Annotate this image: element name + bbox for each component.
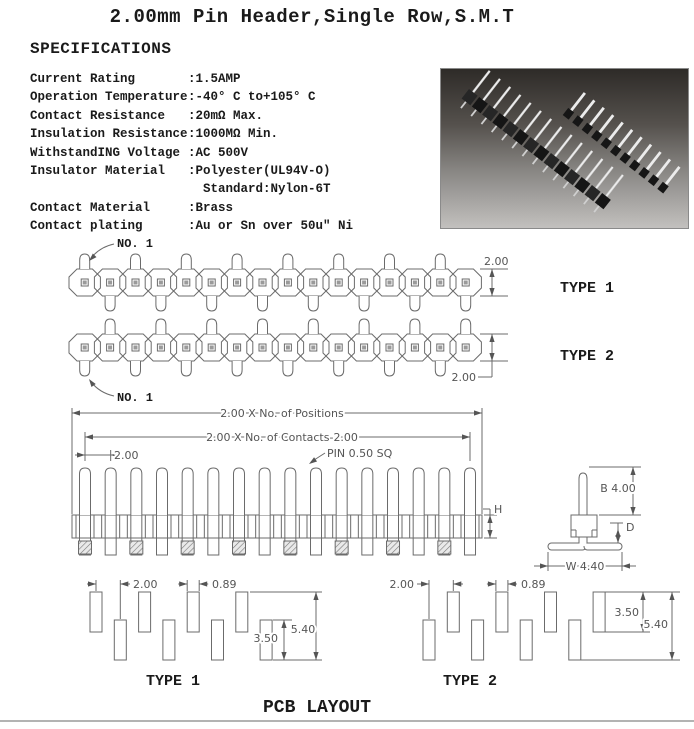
dim-b: B 4.00 [600,482,636,495]
spec-value: :AC 500V [188,145,249,160]
drawing-path [80,468,91,515]
drawing-path [413,468,424,515]
drawing-path [283,361,293,376]
drawing-rect [423,620,435,660]
spec-value: :-40° C to+105° C [188,90,316,105]
dim-arrow [89,254,96,261]
contact-dot [438,281,442,285]
drawing-path [131,468,142,515]
contact-dot [261,346,265,350]
contact-dot [159,281,163,285]
drawing-rect [139,592,151,632]
drawing-path [359,319,369,334]
pcb-layout-heading: PCB LAYOUT [262,698,372,718]
page-title: 2.00mm Pin Header,Single Row,S.M.T [109,6,515,28]
drawing-path [156,319,166,334]
drawing-path [461,319,471,334]
spec-label: WithstandING Voltage [30,145,181,160]
contact-dot [362,281,366,285]
contact-dot [184,346,188,350]
drawing-path [131,254,141,269]
drawing-rect [311,538,322,555]
pcb2-dim-pad-width: 0.89 [521,578,546,591]
dim-arrow [540,563,548,568]
contact-dot [159,346,163,350]
drawing-rect [569,620,581,660]
contact-dot [311,281,315,285]
pcb2-dim-total-height: 5.40 [643,618,668,631]
type1-pin1-label: NO. 1 [117,237,154,251]
contact-dot [235,346,239,350]
drawing-path [461,296,471,311]
drawing-rect [212,620,224,660]
spec-label: Operation Temperature [30,90,188,105]
drawing-path [334,254,344,269]
drawing-rect [387,541,400,554]
dim-arrow [453,581,461,586]
drawing-rect [472,620,484,660]
spec-label: Contact Material [30,200,151,215]
contact-dot [362,346,366,350]
drawing-path [181,361,191,376]
drawing-rect [105,538,116,555]
page-bottom-rule [0,720,694,722]
drawing-rect [284,541,297,554]
contact-dot [337,346,341,350]
dim-arrow [508,581,516,586]
dim-arrow [199,581,207,586]
drawing-rect [181,541,194,554]
drawing-rect [187,592,199,632]
drawing-rect [584,543,622,550]
contact-dot [286,346,290,350]
contact-dot [134,281,138,285]
type1-pitch-dim: 2.00 [484,255,509,268]
dim-arrow [615,529,620,537]
drawing-path [308,296,318,311]
pcb2-dim-pad-height: 3.50 [614,606,639,619]
dim-arrow [669,592,674,600]
pcb-layout-type2-drawing [417,580,680,660]
drawing-path [259,468,270,515]
contact-dot [464,281,468,285]
drawing-path [465,468,476,515]
dim-arrow [85,434,93,439]
pcb1-dim-pad-width: 0.89 [212,578,237,591]
type2-pin1-label: NO. 1 [117,391,154,405]
dim-arrow [489,353,494,361]
dim-arrow [488,581,496,586]
dim-arrow [489,288,494,296]
drawing-path [385,254,395,269]
drawing-path [258,296,268,311]
dim-arrow [281,620,286,628]
dim-contacts: 2.00 X No. of Contacts-2.00 [206,431,358,444]
contact-dot [464,346,468,350]
drawing-rect [90,592,102,632]
contact-dot [261,281,265,285]
pcb2-type-label: TYPE 2 [442,673,498,690]
dim-height-h: H [494,503,503,516]
dim-arrow [489,334,494,342]
dim-arrow [88,581,96,586]
spec-label: Insulator Material [30,164,166,179]
dim-arrow [640,592,645,600]
dim-arrow [462,434,470,439]
contact-dot [210,281,214,285]
type2-label: TYPE 2 [560,348,615,365]
drawing-path [105,319,115,334]
spec-value: :Brass [188,200,234,215]
pcb1-dim-pitch: 2.00 [133,578,158,591]
drawing-rect [447,592,459,632]
drawing-path [283,254,293,269]
type2-top-view-drawing [69,319,508,396]
drawing-path [435,361,445,376]
dim-arrow [72,410,80,415]
contact-dot [388,281,392,285]
dim-arrow [120,581,128,586]
contact-dot [311,346,315,350]
foot-joint [580,540,587,546]
dim-arrow [421,581,429,586]
drawing-path [157,468,168,515]
dim-arrow [77,452,85,457]
dim-arrow [474,410,482,415]
spec-value: Standard:Nylon-6T [188,182,331,197]
drawing-rect [79,541,92,554]
dim-arrow [669,652,674,660]
drawing-rect [335,541,348,554]
drawing-rect [233,541,246,554]
drawing-rect [259,538,270,555]
dim-pitch: 2.00 [114,449,139,462]
drawing-rect [413,538,424,555]
drawing-path [410,296,420,311]
type1-label: TYPE 1 [560,280,615,297]
dim-arrow [313,652,318,660]
drawing-path [105,468,116,515]
drawing-path [385,361,395,376]
drawing-rect [72,515,482,538]
drawing-path [311,468,322,515]
contact-dot [108,281,112,285]
dim-arrow [622,563,630,568]
drawing-path [207,319,217,334]
drawing-path [285,468,296,515]
drawing-path [362,468,373,515]
drawing-path [232,361,242,376]
drawing-path [435,254,445,269]
spec-value: :1000MΩ Min. [188,127,279,142]
drawing-path [131,361,141,376]
contact-dot [438,346,442,350]
spec-label: Current Rating [30,72,136,86]
dim-positions: 2.00 X No. of Positions [220,407,344,420]
drawing-path [181,254,191,269]
drawing-path [410,319,420,334]
drawing-path [579,473,587,515]
drawing-path [182,468,193,515]
drawing-rect [545,592,557,632]
contact-dot [83,281,87,285]
contact-dot [413,281,417,285]
drawing-rect [438,541,451,554]
dim-arrow [179,581,187,586]
contact-dot [83,346,87,350]
drawing-path [334,361,344,376]
pcb-layout-type1-drawing [87,580,322,660]
drawing-path [80,361,90,376]
dim-arrow [313,592,318,600]
dim-arrow [309,457,317,464]
drawing-path [258,319,268,334]
contact-dot [134,346,138,350]
drawing-rect [496,592,508,632]
dim-arrow [630,507,635,515]
spec-value: :Au or Sn over 50u" Ni [188,219,354,234]
dim-d: D [626,521,635,534]
spec-value: :Polyester(UL94V-O) [188,164,331,179]
drawing-rect [114,620,126,660]
drawing-rect [520,620,532,660]
dim-w: W 4.40 [565,560,605,573]
drawing-rect [236,592,248,632]
contact-dot [337,281,341,285]
drawing-path [80,254,90,269]
spec-value: :1.5AMP [188,72,241,86]
dim-arrow [487,530,492,538]
drawing-path [156,296,166,311]
contact-dot [286,281,290,285]
spec-label: Contact Resistance [30,108,166,123]
drawing-path [359,296,369,311]
drawing-path [232,254,242,269]
drawing-rect [362,538,373,555]
drawing-path [234,468,245,515]
dim-arrow [487,515,492,523]
dim-arrow [489,269,494,277]
drawing-path [439,468,450,515]
pcb1-type-label: TYPE 1 [145,673,201,690]
contact-dot [184,281,188,285]
drawing-path [388,468,399,515]
drawing-rect [163,620,175,660]
specifications-heading: SPECIFICATIONS [30,40,172,58]
drawing-path [336,468,347,515]
pcb1-dim-total-height: 5.40 [290,623,316,636]
contact-dot [235,281,239,285]
pin-size-note: PIN 0.50 SQ [327,447,393,460]
drawing-path [308,319,318,334]
drawing-rect [571,515,597,537]
type2-pitch-dim: 2.00 [451,371,476,384]
drawing-path [105,296,115,311]
drawing-path [208,468,219,515]
drawing-rect [208,538,219,555]
type1-top-view-drawing [69,244,508,311]
drawing-path [207,296,217,311]
pcb2-dim-pitch: 2.00 [389,578,414,591]
spec-label: Contact plating [30,219,143,234]
drawing-rect [593,592,605,632]
drawing-rect [465,538,476,555]
spec-label: Insulation Resistance [30,127,188,142]
drawing-rect [157,538,168,555]
drawing-rect [130,541,143,554]
contact-dot [388,346,392,350]
contact-dot [108,346,112,350]
pcb1-dim-pad-height: 3.50 [253,632,278,645]
spec-value: :20mΩ Max. [188,108,264,123]
contact-dot [210,346,214,350]
dim-arrow [630,467,635,475]
contact-dot [413,346,417,350]
dim-arrow [281,652,286,660]
